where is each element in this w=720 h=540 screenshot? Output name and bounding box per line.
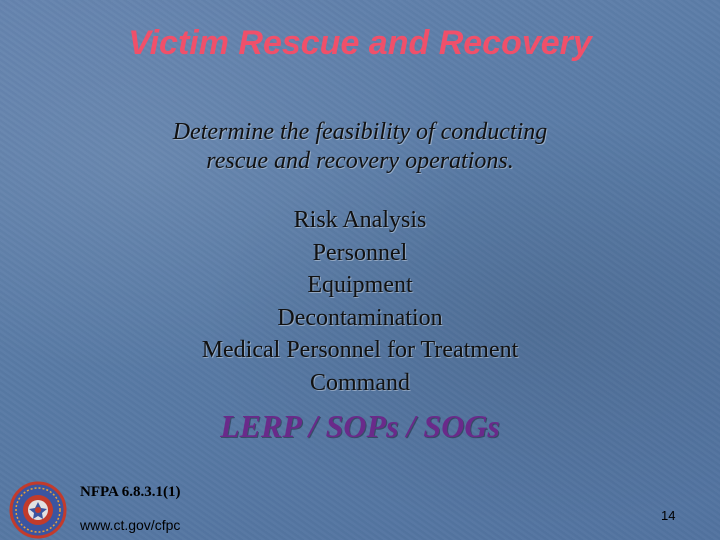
- emphasis-text: LERP / SOPs / SOGs: [220, 408, 500, 444]
- list-item: Decontamination: [277, 304, 443, 331]
- list-item: Command: [310, 369, 410, 396]
- list-item: Equipment: [307, 272, 413, 298]
- list-item: Medical Personnel for Treatment: [201, 337, 519, 363]
- list-item: Risk Analysis: [293, 207, 427, 233]
- fire-academy-seal-icon: [8, 481, 68, 539]
- slide-subtitle: [0, 118, 720, 176]
- slide-title: Victim Rescue and Recovery: [128, 24, 592, 62]
- website-link[interactable]: www.ct.gov/cfpc: [80, 517, 181, 533]
- topic-list: [0, 204, 720, 399]
- subtitle-line-1: Determine the feasibility of conducting: [172, 119, 548, 145]
- list-item: Personnel: [312, 239, 408, 266]
- nfpa-reference: NFPA 6.8.3.1(1): [80, 484, 181, 500]
- page-number: 14: [661, 508, 676, 523]
- subtitle-line-2: rescue and recovery operations.: [206, 148, 514, 174]
